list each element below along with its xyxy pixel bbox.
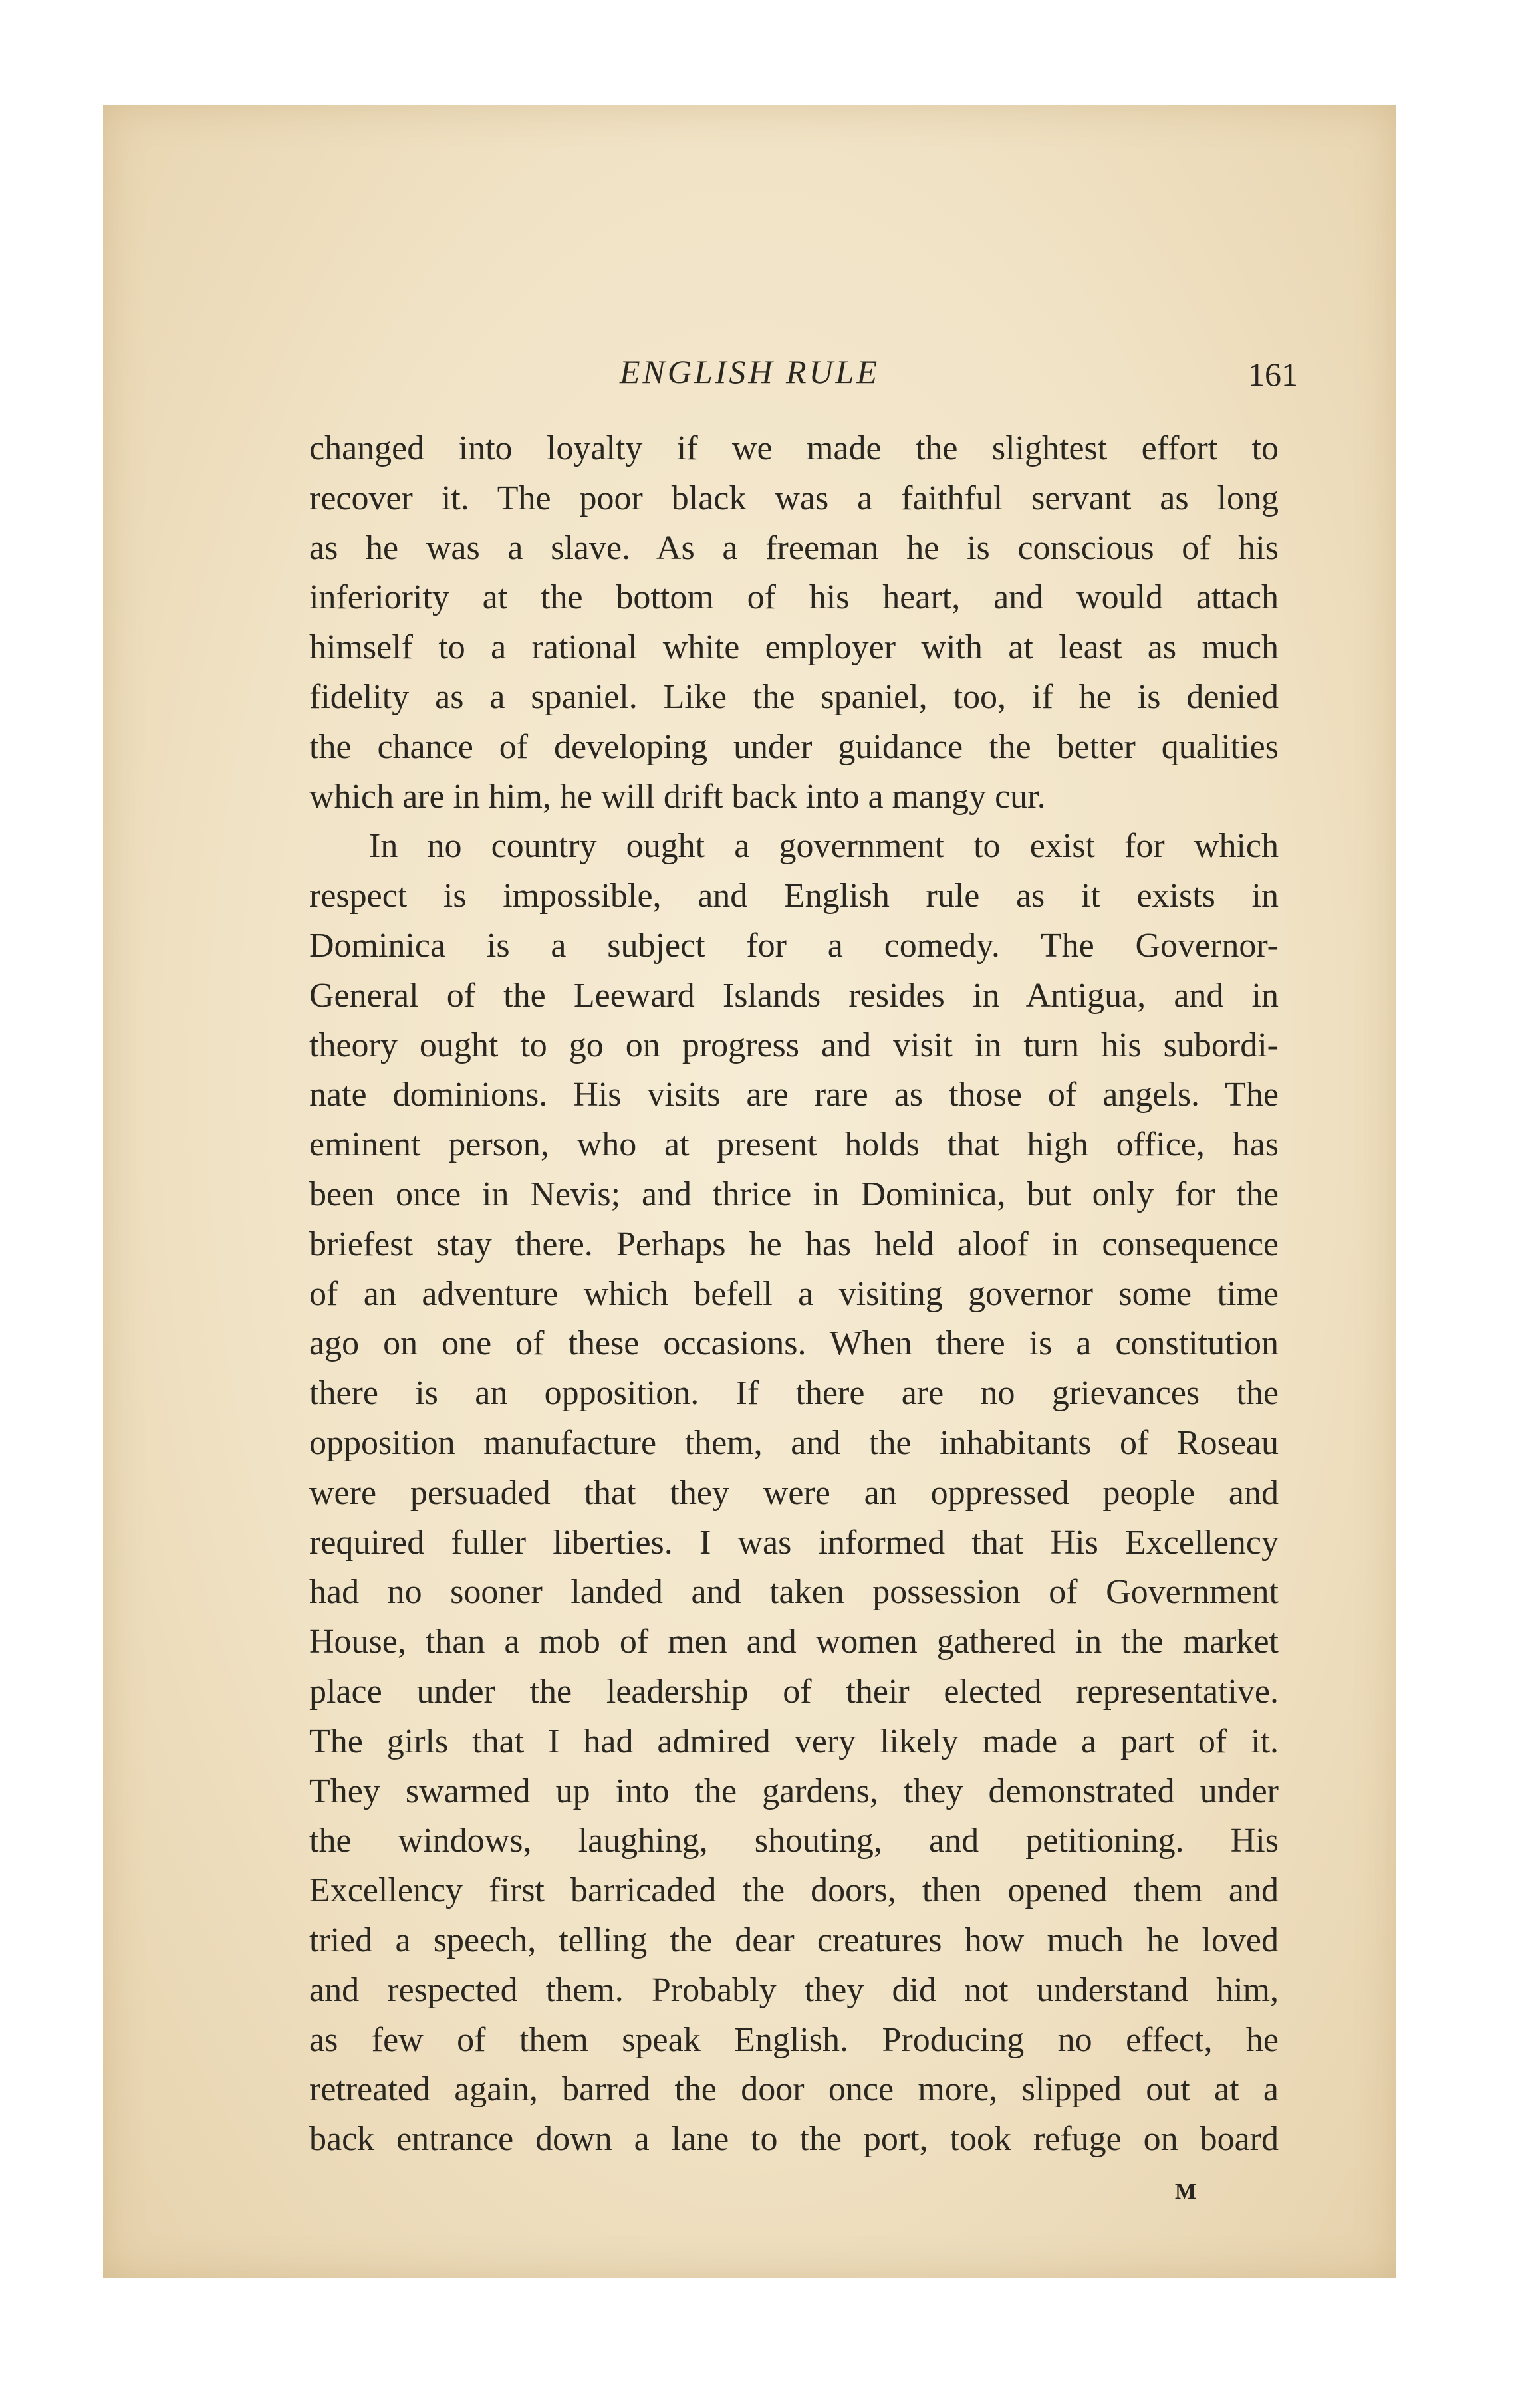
text-line: as few of them speak English. Producing no effect, he [309,2020,1279,2059]
text-line: the chance of developing under guidance the better qualities [309,727,1279,766]
text-line: were persuaded that they were an oppressed people and [309,1473,1279,1512]
text-line: Dominica is a subject for a comedy. The Governor- [309,926,1279,965]
text-line: respect is impossible, and English rule as it exists in [309,877,1279,915]
text-line: back entrance down a lane to the port, took refuge on board [309,2120,1279,2159]
text-line: had no sooner landed and taken possession of Government [309,1573,1279,1612]
text-line: opposition manufacture them, and the inhabitants of Roseau [309,1423,1279,1462]
text-line: The girls that I had admired very likely made a part of it. [309,1722,1279,1760]
text-line: House, than a mob of men and women gathered in the market [309,1623,1279,1661]
text-line: eminent person, who at present holds that high office, has [309,1126,1279,1164]
signature-mark: M [1175,2179,1198,2204]
text-line: the windows, laughing, shouting, and petitioning. His [309,1822,1279,1860]
text-line: there is an opposition. If there are no grievances the [309,1374,1279,1413]
text-line: which are in him, he will drift back into a mangy cur. [309,777,1046,816]
text-line: place under the leadership of their elected representative. [309,1672,1279,1711]
text-line: Excellency first barricaded the doors, then opened them and [309,1871,1279,1910]
book-page [103,105,1396,2278]
running-title: ENGLISH RULE [619,353,880,390]
text-line: recover it. The poor black was a faithful servant as long [309,479,1279,517]
text-line: retreated again, barred the door once more, slipped out at a [309,2070,1279,2109]
text-line: as he was a slave. As a freeman he is conscious of his [309,529,1279,567]
text-line: himself to a rational white employer with at least as much [309,628,1279,667]
text-line: fidelity as a spaniel. Like the spaniel, too, if he is denied [309,677,1279,716]
text-line: inferiority at the bottom of his heart, and would attach [309,578,1279,617]
text-line: General of the Leeward Islands resides in Antigua, and in [309,976,1279,1015]
text-line: of an adventure which befell a visiting governor some time [309,1274,1279,1313]
body-text [309,424,1279,2165]
text-line: ago on one of these occasions. When there is a constitution [309,1324,1279,1363]
page-number: 161 [1248,356,1298,393]
text-line: changed into loyalty if we made the slightest effort to [309,429,1279,467]
text-line: They swarmed up into the gardens, they demonstrated under [309,1772,1279,1810]
text-line: nate dominions. His visits are rare as those of angels. The [309,1076,1279,1114]
text-line: theory ought to go on progress and visit in turn his subordi- [309,1026,1279,1064]
text-line: required fuller liberties. I was informed that His Excellency [309,1523,1279,1562]
text-line: tried a speech, telling the dear creatures how much he loved [309,1921,1279,1959]
text-line: briefest stay there. Perhaps he has held aloof in consequence [309,1225,1279,1263]
text-line: In no country ought a government to exist for which [369,827,1279,866]
text-line: and respected them. Probably they did not understand him, [309,1971,1279,2009]
text-line: been once in Nevis; and thrice in Dominica, but only for the [309,1175,1279,1213]
page-header [103,352,1396,399]
